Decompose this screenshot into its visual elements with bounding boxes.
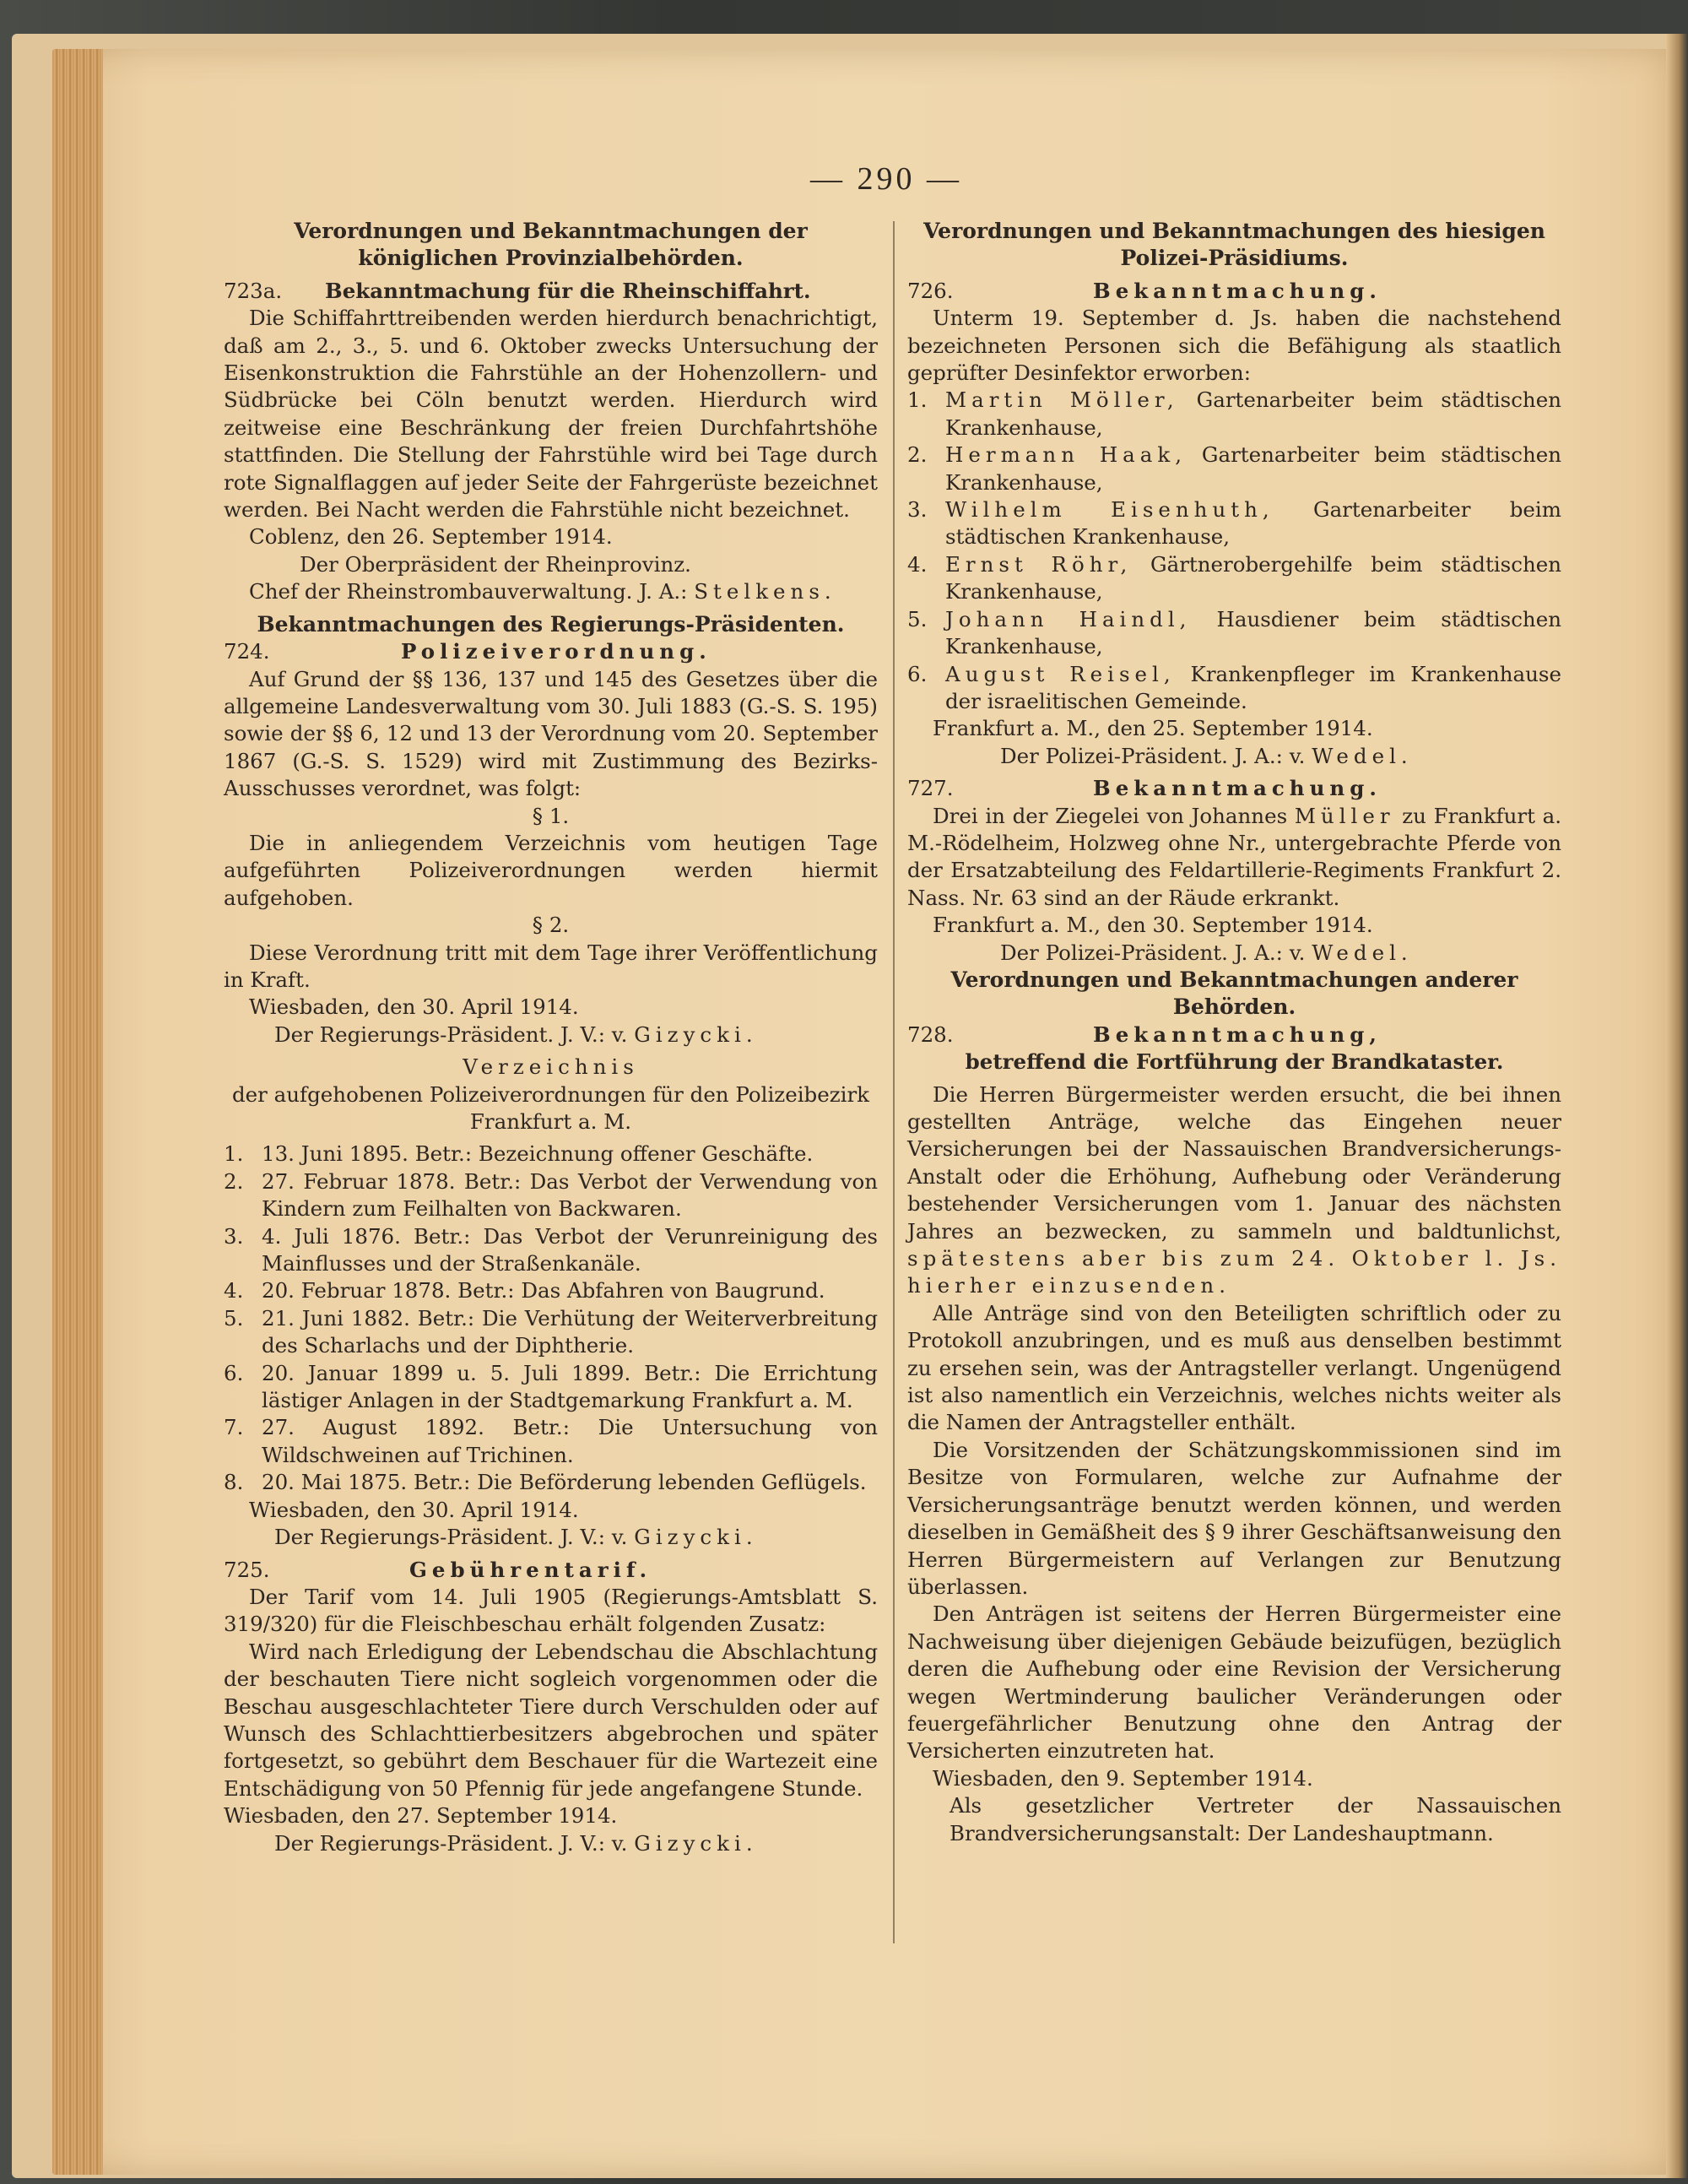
paragraph-1-text: Die in anliegendem Verzeichnis vom heutigen Tage aufgeführten Polizeiverordnungen werden hiermit aufgehoben. bbox=[224, 830, 878, 910]
list-item-number: 1. bbox=[907, 387, 928, 413]
notice-subtitle: betreffend die Fortführung der Brandkataster. bbox=[965, 1049, 1504, 1075]
notice-number: 725. bbox=[224, 1557, 270, 1582]
notice-signature bbox=[224, 1830, 878, 1857]
person-description: Gärtnerobergehilfe beim städtischen Krankenhause, bbox=[945, 551, 1561, 604]
notice-signature: Als gesetzlicher Vertreter der Nassauischen Brandversicherungsanstalt: Der Landeshauptmann. bbox=[950, 1793, 1561, 1845]
person-description: Hausdiener beim städtischen Krankenhause, bbox=[945, 606, 1561, 659]
list-item-text bbox=[945, 387, 1561, 442]
verzeichnis-place-date: Wiesbaden, den 30. April 1914. bbox=[249, 1497, 579, 1522]
notice-title: Gebührentarif. bbox=[409, 1557, 652, 1582]
list-item-text: 27. August 1892. Betr.: Die Untersuchung von Wildschweinen auf Trichinen. bbox=[262, 1415, 878, 1467]
section-heading-regierung: Bekanntmachungen des Regierungs-Präsidenten. bbox=[257, 611, 845, 637]
verzeichnis-city: Frankfurt a. M. bbox=[469, 1109, 632, 1134]
list-item-text: 20. Mai 1875. Betr.: Die Beförderung lebenden Geflügels. bbox=[262, 1470, 867, 1495]
list-item-number: 3. bbox=[907, 497, 928, 523]
verzeichnis bbox=[224, 1054, 878, 1551]
notice-place-date: Wiesbaden, den 30. April 1914. bbox=[249, 994, 579, 1020]
notice-signature: Der Oberpräsident der Rheinprovinz. bbox=[300, 551, 691, 577]
list-item-number: 6. bbox=[224, 1360, 244, 1385]
notice-title: Polizeiverordnung. bbox=[401, 639, 711, 664]
notice-body: Der Tarif vom 14. Juli 1905 (Regierungs-Amtsblatt S. 319/320) für die Fleischbeschau erhält folgenden Zusatz: bbox=[224, 1584, 878, 1637]
paragraph-1-label: § 1. bbox=[532, 803, 570, 828]
list-item-text: 20. Februar 1878. Betr.: Das Abfahren von Baugrund. bbox=[262, 1278, 825, 1303]
notice-body-part-1: Die Herren Bürgermeister werden ersucht, die bei ihnen gestellten Anträge, welche das Eingehen neuer Versicherungen bei der Nassauischen Brandversicherungs-Anstalt oder die Erhöhung, Aufhebung oder Veränderung bestehender Versicherungen vom 1. Januar des nächsten Jahres an bezwecken, zu sammeln und baldtunlichst, bbox=[907, 1081, 1561, 1244]
notice-number: 727. bbox=[907, 776, 954, 801]
notice-body-3: Die Vorsitzenden der Schätzungskommissionen sind im Besitze von Formularen, welche zur Aufnahme der Versicherungsanträge benutzt werden können, und werden dieselben in Gemäßheit des § 9 ihrer Geschäftsanweisung den Herren Bürgermeistern auf Verlangen zur Benutzung überlassen. bbox=[907, 1437, 1561, 1599]
verzeichnis-signature bbox=[224, 1524, 878, 1551]
notice-place-date: Coblenz, den 26. September 1914. bbox=[249, 524, 613, 550]
list-item bbox=[224, 1277, 878, 1304]
list-item-text bbox=[945, 551, 1561, 606]
page-edges bbox=[52, 49, 103, 2175]
notice-place-date: Wiesbaden, den 9. September 1914. bbox=[933, 1765, 1313, 1791]
person-name: Hermann Haak, bbox=[945, 442, 1188, 468]
list-item-number: 4. bbox=[224, 1278, 244, 1303]
notice-body-2: Wird nach Erledigung der Lebendschau die Abschlachtung der beschauten Tiere nicht sogleich vorgenommen oder die Beschau ausgeschlachteter Tiere durch Verschulden oder auf Wunsch des Schlachttierbesitzers abgebrochen und später fortgesetzt, so gebührt dem Beschauer für die Wartezeit eine Entschädigung von 50 Pfennig für jede angefangene Stunde. bbox=[224, 1639, 878, 1801]
notice-header bbox=[224, 638, 878, 665]
notice-number: 726. bbox=[907, 278, 954, 303]
person-name: Martin Möller, bbox=[945, 387, 1179, 413]
list-item bbox=[224, 1305, 878, 1360]
notice-body-2: Alle Anträge sind von den Beteiligten schriftlich oder zu Protokoll anzubringen, und es muß aus denselben bestimmt zu ersehen sein, was der Antragsteller verlangt. Ungenügend ist also namentlich ein Verzeichnis, welches nichts weiter als die Namen der Antragsteller enthält. bbox=[907, 1300, 1561, 1435]
list-item-number: 2. bbox=[224, 1168, 244, 1194]
list-item bbox=[224, 1469, 878, 1496]
notice-723a bbox=[224, 278, 878, 606]
notice-body: Die Schiffahrttreibenden werden hierdurch benachrichtigt, daß am 2., 3., 5. und 6. Oktober zwecks Untersuchung der Eisenkonstruktion die Fahrstühle an der Hohenzollern- und Südbrücke bei Cöln benutzt werden. Hierdurch wird zeitweise eine Beschränkung der freien Durchfahrtshöhe stattfinden. Die Stellung der Fahrstühle wird bei Tage durch rote Signalflaggen auf jeder Seite der Fahrgerüste bezeichnet werden. Bei Nacht werden die Fahrstühle nicht bezeichnet. bbox=[224, 306, 878, 523]
page-right-edge bbox=[1666, 34, 1688, 2178]
notice-727 bbox=[907, 775, 1561, 967]
notice-header bbox=[907, 278, 1561, 305]
column-divider bbox=[893, 221, 895, 1943]
paragraph-2-label: § 2. bbox=[532, 913, 570, 938]
notice-title: Bekanntmachung für die Rheinschiffahrt. bbox=[325, 278, 811, 303]
notice-header bbox=[907, 775, 1561, 802]
page-number: — 290 — bbox=[810, 161, 962, 197]
section-heading-provinzial: Verordnungen und Bekanntmachungen der königlichen Provinzialbehörden. bbox=[294, 219, 808, 271]
verzeichnis-title: Verzeichnis bbox=[463, 1054, 639, 1080]
notice-body-part-2: zu Frankfurt a. M.-Rödelheim, Holzweg ohne Nr., untergebrachte Pferde von der Ersatzabteilung des Feldartillerie-Regiments Frankfurt 2. Nass. Nr. 63 sind an der Räude erkrankt. bbox=[907, 803, 1561, 910]
list-item-number: 1. bbox=[224, 1141, 244, 1167]
list-item-text bbox=[945, 606, 1561, 661]
section-heading-polizei: Verordnungen und Bekanntmachungen des hiesigen Polizei-Präsidiums. bbox=[923, 219, 1545, 271]
notice-body-4: Den Anträgen ist seitens der Herren Bürgermeister eine Nachweisung über diejenigen Gebäude beizufügen, bezüglich deren die Aufhebung oder eine Revision der Versicherung wegen Wertminderung baulicher Veränderungen oder feuergefährlicher Benutzung ohne den Antrag der Versicherten einzutreten hat. bbox=[907, 1601, 1561, 1764]
notice-number: 723a. bbox=[224, 278, 283, 303]
signature-prefix: Chef der Rheinstrombauverwaltung. J. A.: bbox=[249, 579, 688, 604]
person-name: August Reisel, bbox=[945, 661, 1176, 686]
list-item-text bbox=[945, 442, 1561, 496]
list-item-number: 5. bbox=[907, 606, 928, 631]
notice-signature bbox=[907, 743, 1561, 770]
notice-body bbox=[907, 1081, 1561, 1300]
list-item-number: 3. bbox=[224, 1223, 244, 1249]
notice-signature bbox=[907, 940, 1561, 967]
signature-prefix: Der Regierungs-Präsident. J. V.: v. bbox=[274, 1830, 628, 1856]
signature-prefix: Der Regierungs-Präsident. J. V.: v. bbox=[274, 1525, 628, 1550]
section-heading-andere: Verordnungen und Bekanntmachungen anderer Behörden. bbox=[950, 967, 1518, 1020]
signature-prefix: Der Polizei-Präsident. J. A.: v. bbox=[1000, 743, 1306, 768]
notice-number: 724. bbox=[224, 639, 270, 664]
list-item bbox=[224, 1360, 878, 1415]
list-item-number: 8. bbox=[224, 1470, 244, 1495]
signature-name: Gizycki. bbox=[634, 1022, 758, 1047]
signature-name: Stelkens. bbox=[694, 579, 836, 604]
notice-title: Bekanntmachung. bbox=[1093, 776, 1382, 801]
notice-deadline: spätestens aber bis zum 24. Oktober l. Js. hierher einzusenden. bbox=[907, 1246, 1561, 1298]
signature-name: Wedel. bbox=[1312, 940, 1413, 965]
notice-title: Bekanntmachung. bbox=[1093, 278, 1382, 303]
list-item bbox=[907, 551, 1561, 606]
notice-body-part-1: Drei in der Ziegelei von Johannes bbox=[933, 803, 1288, 828]
list-item bbox=[907, 606, 1561, 661]
signature-prefix: Der Polizei-Präsident. J. A.: v. bbox=[1000, 940, 1306, 965]
notice-signature-2 bbox=[224, 578, 878, 605]
list-item bbox=[224, 1168, 878, 1223]
list-item-text: 27. Februar 1878. Betr.: Das Verbot der Verwendung von Kindern zum Feilhalten von Backwaren. bbox=[262, 1168, 878, 1222]
person-name: Wilhelm Eisenhuth, bbox=[945, 497, 1274, 523]
signature-name: Gizycki. bbox=[634, 1830, 758, 1856]
notice-place-date: Frankfurt a. M., den 30. September 1914. bbox=[933, 913, 1373, 938]
person-description: Gartenarbeiter beim städtischen Krankenhause, bbox=[945, 387, 1561, 440]
notice-number: 728. bbox=[907, 1022, 954, 1047]
notice-728 bbox=[907, 1022, 1561, 1847]
person-name: Johann Haindl, bbox=[945, 606, 1192, 631]
notice-724 bbox=[224, 638, 878, 1049]
list-item bbox=[224, 1141, 878, 1168]
list-item bbox=[224, 1223, 878, 1278]
list-item-number: 5. bbox=[224, 1305, 244, 1330]
notice-body-name: Müller bbox=[1294, 803, 1395, 828]
list-item bbox=[907, 387, 1561, 442]
list-item-text: 21. Juni 1882. Betr.: Die Verhütung der Weiterverbreitung des Scharlachs und der Diphtherie. bbox=[262, 1305, 878, 1358]
right-column bbox=[907, 218, 1561, 1847]
notice-body: Unterm 19. September d. Js. haben die nachstehend bezeichneten Personen sich die Befähigung als staatlich geprüfter Desinfektor erworben: bbox=[907, 306, 1561, 386]
list-item bbox=[224, 1414, 878, 1469]
list-item-text: 13. Juni 1895. Betr.: Bezeichnung offener Geschäfte. bbox=[262, 1141, 814, 1167]
list-item-number: 2. bbox=[907, 442, 928, 468]
notice-header bbox=[224, 1557, 878, 1584]
notice-header bbox=[907, 1022, 1561, 1049]
verzeichnis-subtitle: der aufgehobenen Polizeiverordnungen für den Polizeibezirk bbox=[231, 1081, 870, 1107]
notice-725 bbox=[224, 1557, 878, 1857]
list-item bbox=[907, 496, 1561, 551]
notice-body bbox=[907, 803, 1561, 913]
left-column bbox=[224, 218, 878, 1857]
notice-signature bbox=[224, 1022, 878, 1049]
person-description: Krankenpfleger im Krankenhause der israelitischen Gemeinde. bbox=[945, 661, 1561, 713]
notice-body: Auf Grund der §§ 136, 137 und 145 des Gesetzes über die allgemeine Landesverwaltung vom 30. Juli 1883 (G.-S. S. 195) sowie der §§ 6, 12 und 13 der Verordnung vom 20. September 1867 (G.-S. S. 1529) wird mit Zustimmung des Bezirks-Ausschusses verordnet, was folgt: bbox=[224, 666, 878, 801]
person-description: Gartenarbeiter beim städtischen Krankenhause, bbox=[945, 497, 1561, 550]
list-item-text: 4. Juli 1876. Betr.: Das Verbot der Verunreinigung des Mainflusses und der Straßenkanäle. bbox=[262, 1223, 878, 1276]
list-item-text: 20. Januar 1899 u. 5. Juli 1899. Betr.: Die Errichtung lästiger Anlagen in der Stadtgemarkung Frankfurt a. M. bbox=[262, 1360, 878, 1413]
notice-place-date: Wiesbaden, den 27. September 1914. bbox=[224, 1803, 618, 1829]
notice-header bbox=[224, 278, 878, 305]
notice-place-date: Frankfurt a. M., den 25. September 1914. bbox=[933, 716, 1373, 741]
list-item bbox=[907, 661, 1561, 716]
list-item-text bbox=[945, 661, 1561, 716]
list-item-number: 6. bbox=[907, 661, 928, 686]
list-item-text bbox=[945, 496, 1561, 551]
list-item bbox=[907, 442, 1561, 496]
notice-title: Bekanntmachung, bbox=[1093, 1022, 1382, 1047]
notice-726 bbox=[907, 278, 1561, 770]
list-item-number: 4. bbox=[907, 551, 928, 577]
paragraph-2-text: Diese Verordnung tritt mit dem Tage ihrer Veröffentlichung in Kraft. bbox=[224, 940, 878, 992]
signature-name: Gizycki. bbox=[634, 1525, 758, 1550]
signature-name: Wedel. bbox=[1312, 743, 1413, 768]
person-name: Ernst Röhr, bbox=[945, 551, 1133, 577]
person-description: Gartenarbeiter beim städtischen Krankenhause, bbox=[945, 442, 1561, 495]
list-item-number: 7. bbox=[224, 1415, 244, 1440]
signature-prefix: Der Regierungs-Präsident. J. V.: v. bbox=[274, 1022, 628, 1047]
